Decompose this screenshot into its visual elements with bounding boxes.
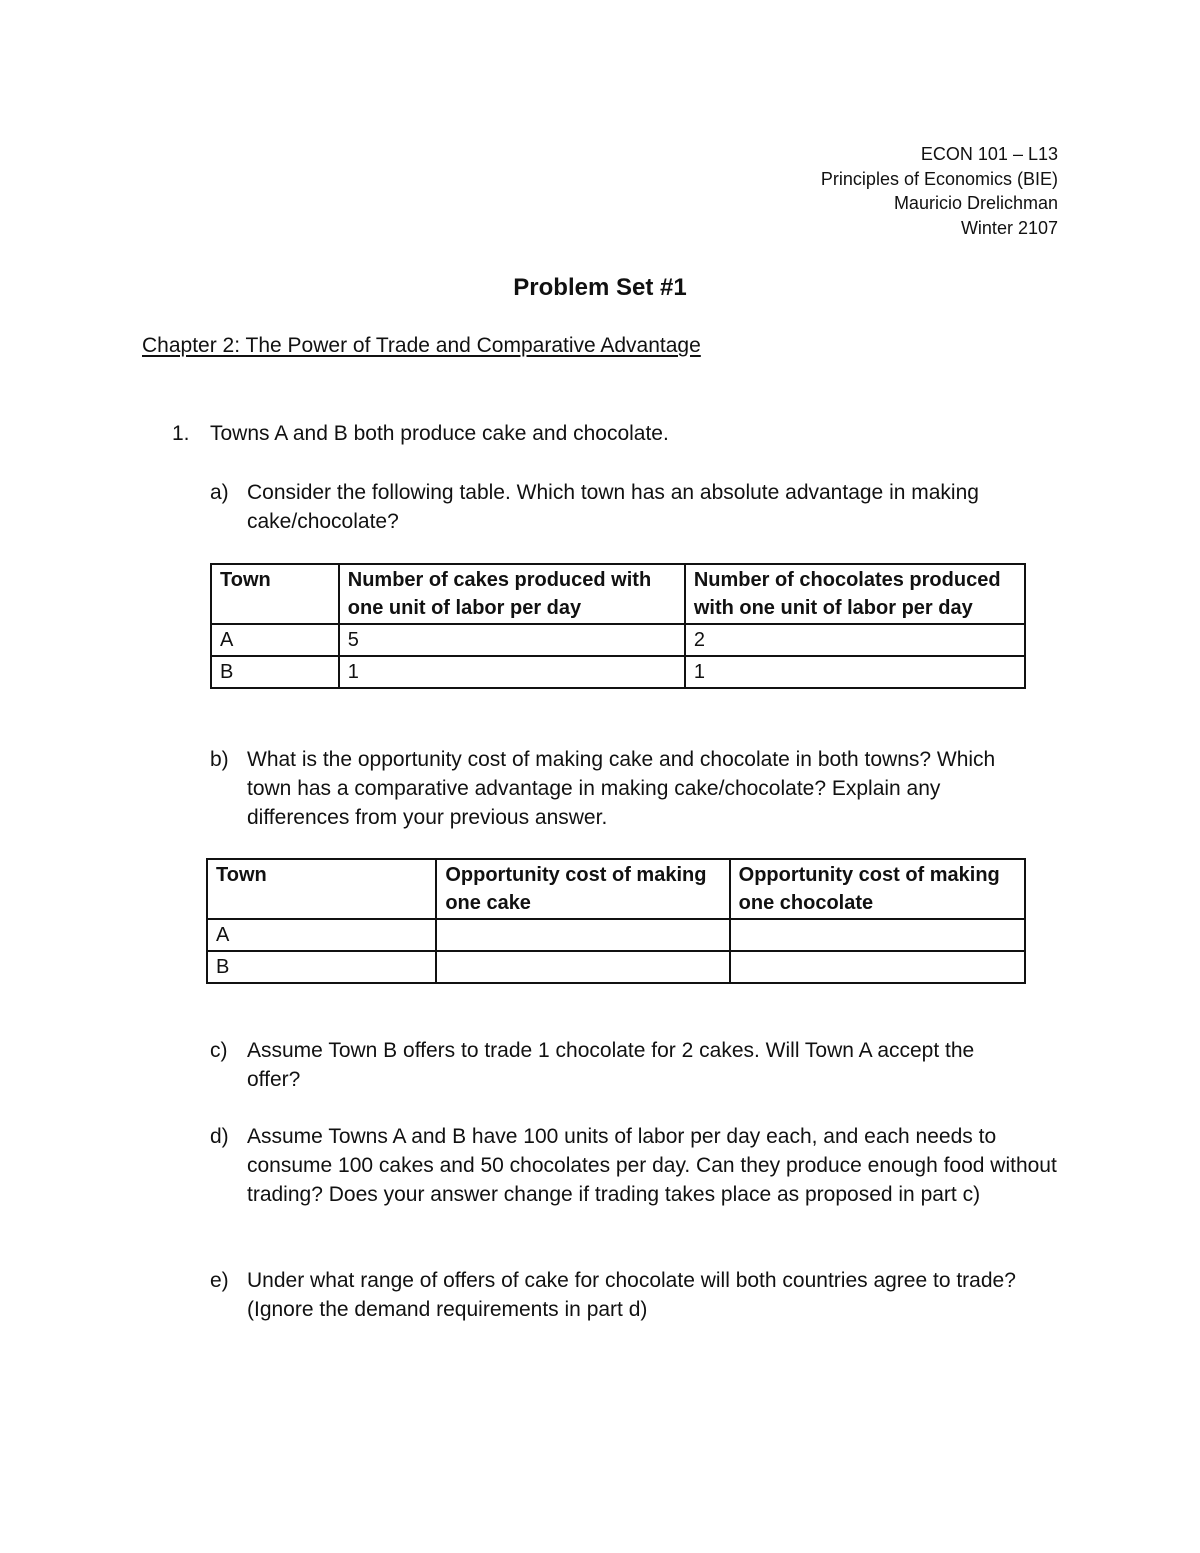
- table-header-cell: Town: [207, 859, 436, 919]
- table-cell: 1: [685, 656, 1025, 688]
- table-cell: B: [207, 951, 436, 983]
- page-title: Problem Set #1: [513, 274, 687, 301]
- question-number: 1.: [172, 422, 190, 445]
- table-cell: [730, 919, 1025, 951]
- table-cell: 1: [339, 656, 685, 688]
- table-row: [207, 919, 1025, 951]
- part-c: [210, 1036, 1020, 1094]
- part-b-marker: b): [210, 748, 229, 771]
- table-header-cell: Number of cakes produced with one unit of labor per day: [339, 564, 685, 624]
- table-cell: 2: [685, 624, 1025, 656]
- table-cell: [436, 919, 729, 951]
- table-cell: 5: [339, 624, 685, 656]
- table-header-cell: Town: [211, 564, 339, 624]
- table-header-cell: Opportunity cost of making one cake: [436, 859, 729, 919]
- part-b-text: What is the opportunity cost of making cake and chocolate in both towns? Which town has a comparative advantage in making cake/chocolate? Explain any differences from your previous answer.: [247, 748, 996, 829]
- table-cell: [436, 951, 729, 983]
- question-text: Towns A and B both produce cake and chocolate.: [210, 422, 669, 445]
- table-cell: [730, 951, 1025, 983]
- part-c-text: Assume Town B offers to trade 1 chocolate for 2 cakes. Will Town A accept the offer?: [247, 1039, 975, 1091]
- part-a-marker: a): [210, 481, 229, 504]
- part-d-text: Assume Towns A and B have 100 units of labor per day each, and each needs to consume 100 cakes and 50 chocolates per day. Can they produce enough food without trading? Does your answer change if trading takes place as proposed in part c): [247, 1125, 1057, 1206]
- part-d-marker: d): [210, 1125, 229, 1148]
- part-d: [210, 1122, 1070, 1209]
- course-code: ECON 101 – L13: [920, 144, 1058, 164]
- course-header: [821, 142, 1058, 240]
- table-header-cell: Opportunity cost of making one chocolate: [730, 859, 1025, 919]
- course-name: Principles of Economics (BIE): [820, 168, 1058, 189]
- term: Winter 2107: [960, 217, 1058, 238]
- part-a-text: Consider the following table. Which town has an absolute advantage in making cake/chocolate?: [247, 481, 979, 533]
- chapter-heading: Chapter 2: The Power of Trade and Comparative Advantage: [142, 334, 701, 357]
- table-header-cell: Number of chocolates produced with one unit of labor per day: [685, 564, 1025, 624]
- table-cell: A: [211, 624, 339, 656]
- table-cell: B: [211, 656, 339, 688]
- instructor-name: Mauricio Drelichman: [893, 193, 1058, 213]
- part-e: [210, 1266, 1070, 1324]
- part-a: [210, 478, 1010, 536]
- part-e-text: Under what range of offers of cake for chocolate will both countries agree to trade? (Ignore the demand requirements in part d): [247, 1269, 1016, 1321]
- table-row: [207, 951, 1025, 983]
- table-row: [211, 624, 1025, 656]
- opportunity-cost-table: [206, 858, 1026, 984]
- table-header-row: [207, 859, 1025, 919]
- absolute-advantage-table: [210, 563, 1026, 689]
- part-b: [210, 745, 1040, 832]
- table-cell: A: [207, 919, 436, 951]
- table-header-row: [211, 564, 1025, 624]
- part-e-marker: e): [210, 1269, 229, 1292]
- table-row: [211, 656, 1025, 688]
- part-c-marker: c): [210, 1039, 228, 1062]
